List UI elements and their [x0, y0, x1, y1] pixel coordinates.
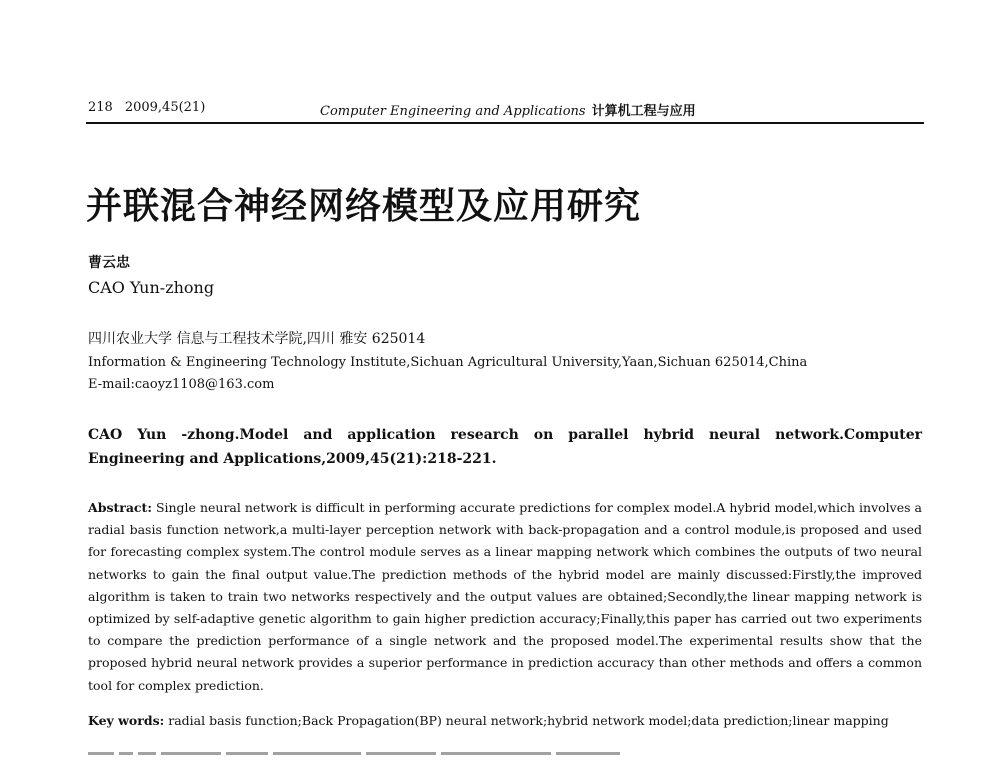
keywords-label: Key words:	[88, 713, 165, 728]
affiliation-zh: 四川农业大学 信息与工程技术学院,四川 雅安 625014	[88, 331, 426, 347]
page-number: 218	[88, 100, 113, 115]
author-email: E-mail:caoyz1108@163.com	[88, 377, 275, 392]
affiliation-en: Information & Engineering Technology Institute,Sichuan Agricultural University,Yaan,Sichuan 625014,China	[88, 355, 808, 370]
paper-title: 并联混合神经网络模型及应用研究	[86, 185, 642, 227]
abstract-label: Abstract:	[88, 500, 152, 515]
abstract	[88, 497, 922, 697]
keywords	[88, 711, 922, 731]
journal-name-zh: 计算机工程与应用	[591, 104, 696, 119]
author-name-en: CAO Yun-zhong	[88, 278, 215, 297]
keywords-text: radial basis function;Back Propagation(BP) neural network;hybrid network model;data prediction;linear mapping	[168, 713, 889, 728]
header-rule	[86, 122, 924, 124]
journal-name-en: Computer Engineering and Applications	[320, 104, 586, 119]
running-head	[88, 100, 920, 119]
cutoff-text-line	[88, 752, 708, 760]
author-name-zh: 曹云忠	[88, 255, 130, 271]
abstract-text: Single neural network is difficult in performing accurate predictions for complex model.A hybrid model,which involves a radial basis function network,a multi-layer perception network with back-propagation and a control module,is proposed and used for forecasting complex system.The control module serves as a linear mapping network which combines the outputs of two neural networks to gain the final output value.The prediction methods of the hybrid model are mainly discussed:Firstly,the improved algorithm is taken to train two networks respectively and the output values are obtained;Secondly,the linear mapping network is optimized by self-adaptive genetic algorithm to gain higher prediction accuracy;Finally,this paper has carried out two experiments to compare the prediction performance of a single network and the proposed model.The experimental results show that the proposed hybrid neural network provides a superior performance in prediction accuracy than other methods and offers a common tool for complex prediction.	[88, 500, 922, 693]
issue-info: 2009,45(21)	[124, 100, 206, 115]
citation: CAO Yun -zhong.Model and application research on parallel hybrid neural network.Computer Engineering and Applications,2009,45(21):218-221.	[88, 427, 922, 467]
journal-name	[320, 100, 696, 119]
